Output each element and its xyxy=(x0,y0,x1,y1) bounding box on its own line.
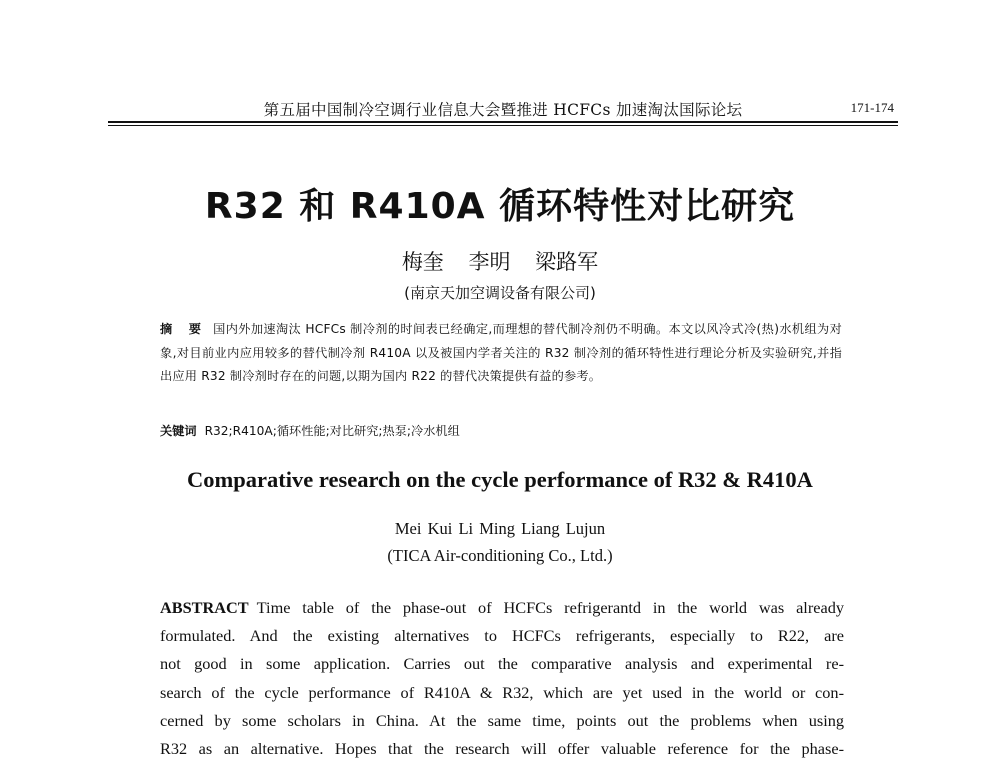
affiliation-chinese: (南京天加空调设备有限公司) xyxy=(404,284,596,302)
abstract-english xyxy=(160,594,844,763)
abstract-english-line: ABSTRACT Time table of the phase-out of HCFCs refrigerantd in the world was already xyxy=(160,598,844,617)
abstract-english-line: R32 as an alternative. Hopes that the research will offer valuable reference for the phase- xyxy=(160,739,844,759)
keywords-chinese-label: 关键词 xyxy=(160,424,197,438)
page-range: 171-174 xyxy=(850,100,894,115)
authors-chinese: 梅奎 李明 梁路军 xyxy=(401,250,599,274)
abstract-english-line: formulated. And the existing alternatives to HCFCs refrigerants, especially to R22, are xyxy=(160,626,844,646)
affiliation-english: (TICA Air-conditioning Co., Ltd.) xyxy=(387,546,613,565)
abstract-english-line: search of the cycle performance of R410A & R32, which are yet used in the world or con- xyxy=(160,682,844,702)
running-header xyxy=(108,98,898,122)
abstract-english-line: not good in some application. Carries out the comparative analysis and experimental re- xyxy=(160,654,844,674)
abstract-english-label: ABSTRACT xyxy=(160,598,249,617)
keywords-chinese-text: R32;R410A;循环性能;对比研究;热泵;冷水机组 xyxy=(204,424,460,438)
authors-english: Mei Kui Li Ming Liang Lujun xyxy=(394,519,606,538)
abstract-chinese-label: 摘 要 xyxy=(160,322,208,336)
abstract-chinese-text: 国内外加速淘汰 HCFCs 制冷剂的时间表已经确定,而理想的替代制冷剂仍不明确。本文以风冷式冷(热)水机组为对象,对目前业内应用较多的替代制冷剂 R410A 以及被国内学者关注的 R32 制冷剂的循环特性进行理论分析及实验研究,并指出应用 R32 制冷剂时存在的问题,以期为国内 R22 的替代决策提供有益的参考。 xyxy=(160,322,842,383)
paper-title-english: Comparative research on the cycle performance of R32 & R410A xyxy=(187,467,813,492)
paper-title-chinese: R32 和 R410A 循环特性对比研究 xyxy=(204,186,796,227)
keywords-chinese xyxy=(160,420,842,442)
abstract-english-line: cerned by some scholars in China. At the same time, points out the problems when using xyxy=(160,710,844,730)
abstract-chinese xyxy=(160,318,842,389)
header-rule-thick xyxy=(108,121,898,123)
running-header-title: 第五届中国制冷空调行业信息大会暨推进 HCFCs 加速淘汰国际论坛 xyxy=(263,101,743,119)
header-rule-thin xyxy=(108,125,898,126)
